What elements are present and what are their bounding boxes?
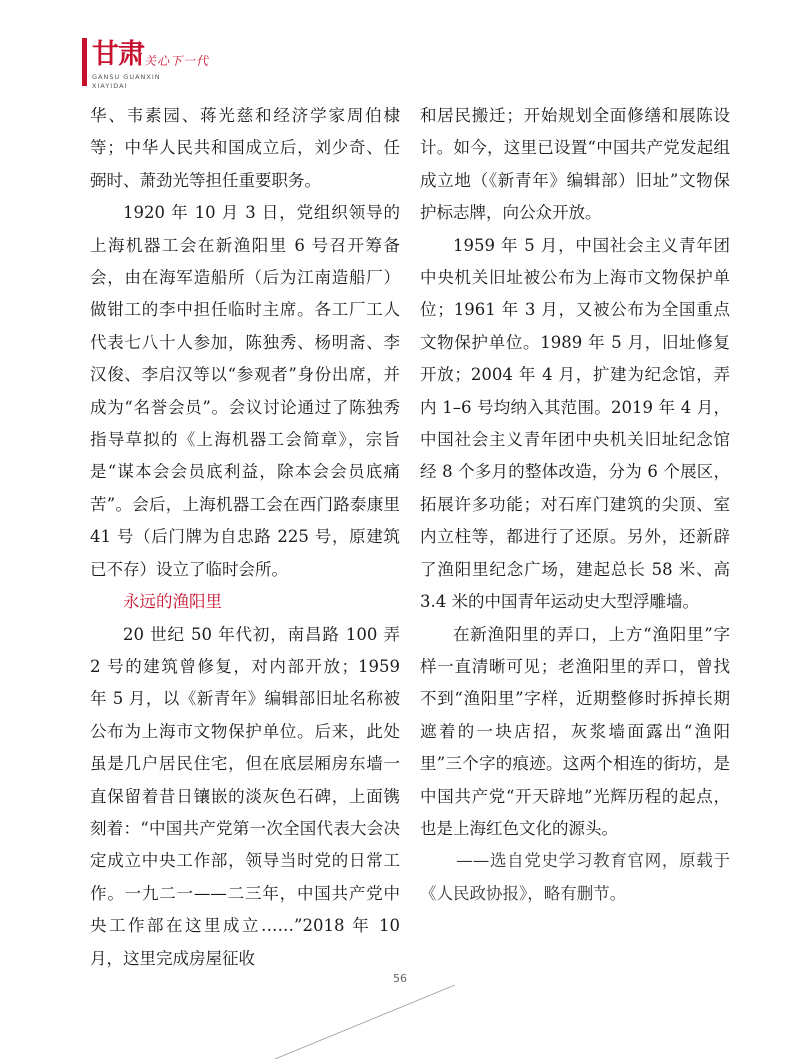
logo-title: 甘肃 bbox=[92, 39, 144, 70]
right-paragraph-3: 在新渔阳里的弄口，上方“渔阳里”字样一直清晰可见；老渔阳里的弄口，曾找不到“渔阳里”字样，近期整修时拆掉长期遮着的一块店招，灰浆墙面露出“渔阳里”三个字的痕迹。这两个相连的街坊，是中国共产党“开天辟地”光辉历程的起点，也是上海红色文化的源头。 bbox=[420, 624, 730, 838]
left-paragraph-3: 20 世纪 50 年代初，南昌路 100 弄 2 号的建筑曾修复，对内部开放；1959 年 5 月，以《新青年》编辑部旧址名称被公布为上海市文物保护单位。后来，此处虽是几户居民住宅，但在底层厢房东墙一直保留着昔日镶嵌的淡灰色石碑，上面镌刻着：“中国共产党第一次全国代表大会决定成立中央工作部，领导当时党的日常工作。一九二一——二三年，中国共产党中央工作部在这里成立……”2018 年 10 月，这里完成房屋征收 bbox=[90, 624, 400, 968]
right-paragraph-2: 1959 年 5 月，中国社会主义青年团中央机关旧址被公布为上海市文物保护单位；1961 年 3 月，又被公布为全国重点文物保护单位。1989 年 5 月，旧址修复开放；2004 年 4 月，扩建为纪念馆，弄内 1–6 号均纳入其范围。2019 年 4 月，中国社会主义青年团中央机关旧址纪念馆经 8 个多月的整体改造，分为 6 个展区，拓展许多功能；对石库门建筑的尖顶、室内立柱等，都进行了还原。另外，还新辟了渔阳里纪念广场，建起总长 58 米、高 3.4 米的中国青年运动史大型浮雕墙。 bbox=[420, 235, 730, 612]
page-number: 56 bbox=[393, 972, 407, 985]
logo-english-line2: XIAYIDAI bbox=[92, 82, 128, 90]
left-paragraph-2: 1920 年 10 月 3 日，党组织领导的上海机器工会在新渔阳里 6 号召开筹备会，由在海军造船所（后为江南造船厂）做钳工的李中担任临时主席。各工厂工人代表七八十人参加，陈独秀、杨明斋、李汉俊、李启汉等以“参观者”身份出席，并成为“名誉会员”。会议讨论通过了陈独秀指导草拟的《上海机器工会简章》，宗旨是“谋本会会员底利益，除本会会员底痛苦”。会后，上海机器工会在西门路泰康里 41 号（后门牌为自忠路 225 号，原建筑已不存）设立了临时会所。 bbox=[90, 203, 400, 579]
right-paragraph-1: 和居民搬迁；开始规划全面修缮和展陈设计。如今，这里已设置“中国共产党发起组成立地（《新青年》编辑部）旧址”文物保护标志牌，向公众开放。 bbox=[420, 106, 730, 223]
source-note: ——选自党史学习教育官网，原载于《人民政协报》，略有删节。 bbox=[420, 851, 730, 903]
section-subheading: 永远的渔阳里 bbox=[123, 592, 222, 612]
logo-slogan: 关心下一代 bbox=[144, 54, 210, 68]
left-paragraph-1: 华、韦素园、蒋光慈和经济学家周伯棣等；中华人民共和国成立后，刘少奇、任弼时、萧劲光等担任重要职务。 bbox=[90, 106, 400, 190]
logo-english-line1: GANSU GUANXIN bbox=[92, 73, 161, 81]
